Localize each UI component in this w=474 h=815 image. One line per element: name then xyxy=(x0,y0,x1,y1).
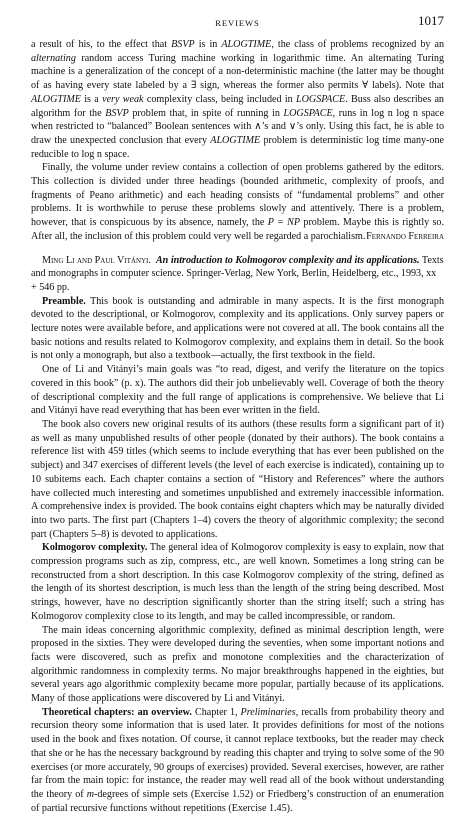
review-citation xyxy=(31,254,444,295)
reviewer-signature: Fernando Ferreira xyxy=(366,230,444,242)
review-authors: Ming Li and Paul Vitányi. xyxy=(42,254,151,266)
page-number: 1017 xyxy=(418,13,444,28)
preamble-paragraph: Preamble. This book is outstanding and admirable in many aspects. It is the first monograph devoted to the descriptional, or Kolmogorov, complexity and its applications. Only survey papers or lecture notes were available before, and applications were not covered at all. The book contains all the basic notions and results related to Kolmogorov complexity, and explains them in detail. So the book is not only a monograph, but also a textbook—actually, the first textbook in the field. xyxy=(31,295,444,362)
prev-review-paragraph-2: Finally, the volume under review contains a collection of open problems gathered by the editors. This collection is divided under three headings (bounded arithmetic, complexity of proofs, and fragments of Peano arithmetic) and each heading consists of “fundamental problems” and other problems. It is worthwhile to peruse these problems slowly and attentively. There is a problem, however, that is conspicuous by its absence, namely, the P = NP problem. Maybe this is rightly so. After all, the inclusion of this problem could very well be regarded a parochialism. xyxy=(31,162,445,242)
review-book-title: An introduction to Kolmogorov complexity and its applications. xyxy=(155,254,420,266)
review-publication: Texts and monographs in computer science. Springer-Verlag, New York, Berlin, Heidelberg, etc., 1993, xx + 546 pp. xyxy=(31,254,444,293)
theory-overview-paragraph: Theoretical chapters: an overview. Chapter 1, Preliminaries, recalls from probability theory and recursion theory some information that is used later. It provides definitions for most of the notions used in the book and fixes notation. Of course, it cannot replace textbooks, but the reader may check that she or he has the necessary background by reading this chapter and trying to solve some of the 90 exercises (or more accurately, 90 groups of exercises) provided. Several exercises, however, are rather far from the main topic: for instance, the reader may well read all of the book without understanding the theory of m-degrees of simple sets (Exercise 1.52) or Friedberg’s construction of an enumeration of partial recursive functions without repetitions (Exercise 1.45). xyxy=(31,706,444,814)
kolmogorov-paragraph: Kolmogorov complexity. The general idea of Kolmogorov complexity is easy to explain, now that compression programs such as zip, compress, etc., are well known. Sometimes a long string can be reconstructed from a short description. In this case Kolmogorov complexity of the string, defined as the length of its shortest description, is much less than the length of the string being described. Most strings, however, have no description significantly shorter than the string itself; such a string has Kolmogorov complexity close to its length, and may be called incompressible, or random. xyxy=(31,542,445,622)
main-ideas-paragraph: The main ideas concerning algorithmic complexity, defined as minimal description length, were proposed in the sixties. They were developed during the seventies, when some important notions and facts were discovered, such as prefix and monotone complexities and the characterization of algorithmic randomness in complexity terms. No major breakthroughs happened in the eighties, but several years ago algorithmic complexity became more popular, partially because of its applications. Many of those applications were discovered by Li and Vitányi. xyxy=(31,624,444,705)
results-paragraph: The book also covers new original results of its authors (these results form a significant part of it) as well as many unpublished results of other people (donated by their authors). The book contains a reference list with 459 titles (which seems to include everything that has ever been published on the subject) and 347 exercises of different levels (the level of each exercise is indicated), containing up to 10 subitems each. Each chapter contains a section of “History and References” where the authors have collected much interesting and sometimes unpublished and extremely inaccessible information. A comprehensive index is provided. The book contains eight chapters which may be naturally divided into two parts. The first part (Chapters 1–4) covers the theory of algorithmic complexity; the second part (Chapters 5–8) is devoted to applications. xyxy=(31,419,444,540)
goals-paragraph: One of Li and Vitányi’s main goals was “to read, digest, and verify the literature on the topics covered in this book” (p. x). The authors did their job unbelievably well. Coverage of both the theory of descriptional complexity and the full range of applications is comprehensive. We believe that Li and Vitányi have read everything that has been ever written in the field. xyxy=(31,364,444,417)
page-header xyxy=(31,14,444,38)
prev-review-paragraph-1: a result of his, to the effect that BSVP is in ALOGTIME, the class of problems recognized by an alternating random access Turing machine working in logarithmic time. An alternating Turing machine is a generalization of the concept of a non-deterministic machine (the latter may be thought of as having every state labeled by a ∃ sign, whereas the former also permits ∀ labels). Note that ALOGTIME is a very weak complexity class, being included in LOGSPACE. Buss also describes an algorithm for the BSVP problem that, in spite of running in LOGSPACE, runs in log n log n space when restricted to “balanced” Boolean sentences with ∧’s and ∨’s only. Using this fact, he is able to draw the unexpected conclusion that every ALOGTIME problem is deterministic log time many-one reducible to log n space. xyxy=(31,39,445,160)
running-title: REVIEWS xyxy=(215,18,260,28)
